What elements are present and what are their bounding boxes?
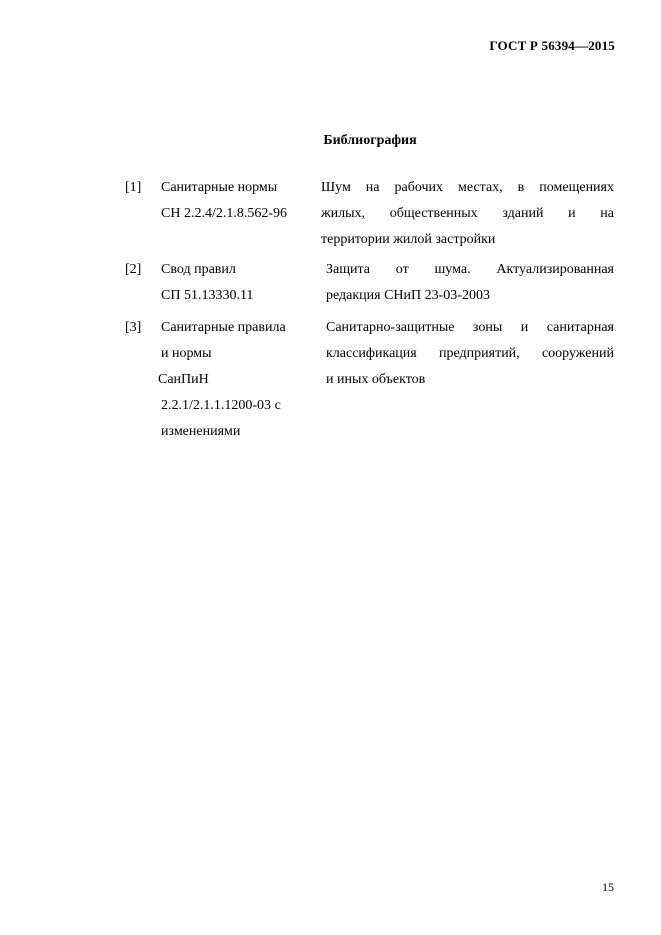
entry-document-line — [161, 393, 301, 419]
document-header: ГОСТ Р 56394—2015 — [489, 38, 615, 53]
entry-document-line: СН 2.2.4/2.1.8.562-96 — [161, 206, 287, 221]
entry-title — [321, 175, 614, 253]
entry-document-preposition: с — [274, 398, 281, 413]
bibliography-title: Библиография — [323, 133, 417, 148]
entry-title-line: жилых, общественных зданий и на — [321, 206, 614, 221]
entry-title — [326, 315, 614, 393]
entry-document-line: Свод правил — [161, 262, 236, 277]
entry-number: [3] — [125, 320, 142, 335]
entry-number: [2] — [125, 262, 142, 277]
entry-document — [158, 315, 301, 445]
entry-title-line: территории жилой застройки — [321, 232, 496, 247]
entry-document-line: и нормы — [161, 346, 212, 361]
entry-title-line: редакция СНиП 23-03-2003 — [326, 288, 490, 303]
entry-document — [161, 257, 301, 309]
entry-title-line: Защита от шума. Актуализированная — [326, 262, 614, 277]
entry-title — [326, 257, 614, 309]
entry-title-line: Шум на рабочих местах, в помещениях — [321, 180, 614, 195]
entry-document — [161, 175, 301, 227]
entry-number: [1] — [125, 180, 142, 195]
page-number: 15 — [602, 880, 614, 894]
entry-document-line: СП 51.13330.11 — [161, 288, 254, 303]
entry-document-line: СанПиН — [158, 372, 209, 387]
entry-title-line: Санитарно-защитные зоны и санитарная — [326, 320, 614, 335]
entry-title-line: классификация предприятий, сооружений — [326, 346, 614, 361]
entry-document-line: изменениями — [161, 424, 241, 439]
entry-title-line: и иных объектов — [326, 372, 426, 387]
entry-document-line: Санитарные нормы — [161, 180, 278, 195]
entry-document-code: 2.2.1/2.1.1.1200-03 — [161, 398, 272, 413]
entry-document-line: Санитарные правила — [161, 320, 286, 335]
